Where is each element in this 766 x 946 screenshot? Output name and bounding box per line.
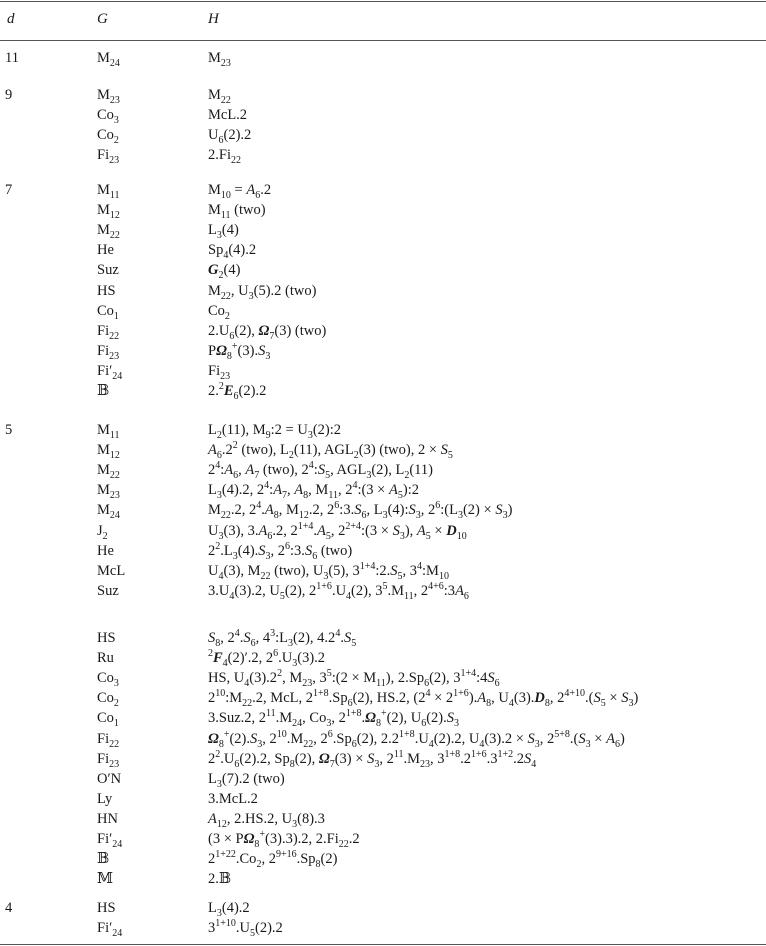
table-row <box>0 690 766 710</box>
degree-value: 4 <box>5 900 13 916</box>
table-row <box>0 50 766 70</box>
group-g-cell: 𝕄 <box>97 871 114 888</box>
group-g-cell: $Co_1$ <box>97 302 119 322</box>
column-header-h: H <box>208 11 219 27</box>
subgroup-h-cell: $L_3(4)$ <box>208 222 239 242</box>
table-row <box>0 710 766 730</box>
table-row <box>0 462 766 482</box>
group-g-cell: $Fi_{23}$ <box>97 147 120 167</box>
group-g-cell: $M_{12}$ <box>97 442 120 461</box>
column-header-d: d <box>7 11 15 27</box>
table-row <box>0 482 766 502</box>
group-g-cell: $M_{23}$ <box>97 482 120 502</box>
group-g-cell: Suz <box>97 582 119 599</box>
group-g-cell: HS <box>97 900 116 916</box>
table-row <box>0 422 766 442</box>
table-top-rule <box>0 1 766 2</box>
column-header-g: G <box>97 11 108 27</box>
degree-value: 9 <box>5 87 13 103</box>
group-g-cell: He <box>97 242 114 259</box>
table-row <box>0 107 766 127</box>
subgroup-h-cell: $2^{1+22}.Co_2$, $2^{9+16}.Sp_8(2)$ <box>208 849 338 870</box>
table-row <box>0 340 766 363</box>
subgroup-h-cell: $2^{10}:M_{22}.2$, McL, $2^{1+8}.Sp_6(2)$, HS.2, $(2^4 \times 2^{1+6}).A_8$, $U_4(3).D_8$, $2^{4+10}.(S_5 \times S_3)$ <box>208 688 639 710</box>
subgroup-h-cell: $2^4:A_6$, $A_7$ (two), $2^4:S_5$, $AGL_3(2)$, $L_2(11)$ <box>208 460 433 482</box>
subgroup-h-cell: $2^2.L_3(4).S_3$, $2^6:3.S_6$ (two) <box>208 540 353 562</box>
table-row <box>0 303 766 323</box>
subgroup-h-cell: HS, $U_4(3).2^2$, $M_{23}$, $3^5:(2 \times M_{11})$, $2.Sp_6(2)$, $3^{1+4}:4S_6$ <box>208 668 500 690</box>
table-row <box>0 502 766 522</box>
group-g-cell: Ru <box>97 650 114 667</box>
table-row <box>0 222 766 242</box>
table-row <box>0 182 766 202</box>
table-row <box>0 670 766 690</box>
table-row <box>0 540 766 563</box>
subgroup-h-cell: $M_{11}$ (two) <box>208 202 266 221</box>
subgroup-h-cell: $L_3(4).2$, $2^4:A_7$, $A_8$, $M_{11}$, $2^4:(3$ × $A_5):2$ <box>208 480 419 502</box>
group-g-cell: HS <box>97 282 116 299</box>
subgroup-h-cell: $M_{22}.2$, $2^4.A_8$, $M_{12}.2$, $2^6:3.S_6$, $L_3(4):S_3$, $2^6:(L_3(2) \times S_3)$ <box>208 500 513 522</box>
group-g-cell: $Fi_{23}$ <box>97 750 120 770</box>
group-g-cell: $Fi_{22}$ <box>97 730 120 750</box>
subgroup-h-cell: $3.U_4(3).2$, $U_5(2)$, $2^{1+6}.U_4(2)$, $3^5.M_{11}$, $2^{4+6}:3A_6$ <box>208 580 469 602</box>
subgroup-h-cell: $2.Fi_{22}$ <box>208 147 241 167</box>
subgroup-h-cell: $M_{10} = A_6.2$ <box>208 182 272 201</box>
subgroup-h-cell: $(3 \times P\Omega_8^+(3).3).2$, $2.Fi_{22}.2$ <box>208 829 360 850</box>
group-g-cell: $Fi'_{24}$ <box>97 831 123 850</box>
group-g-cell: HS <box>97 630 116 646</box>
group-g-cell: $M_{22}$ <box>97 222 120 242</box>
group-g-cell: $Co_1$ <box>97 710 119 730</box>
group-g-cell: $M_{24}$ <box>97 50 120 69</box>
group-g-cell: $M_{24}$ <box>97 502 120 522</box>
group-g-cell: $Fi_{23}$ <box>97 342 120 362</box>
table-row <box>0 127 766 147</box>
table-row <box>0 363 766 383</box>
table-row <box>0 442 766 462</box>
group-g-cell: $Fi'_{24}$ <box>97 920 123 939</box>
group-g-cell: $Co_2$ <box>97 127 119 147</box>
subgroup-h-cell: $U_3(3)$, $3.A_6.2$, $2^{1+4}.A_5$, $2^{2+4}:(3 \times S_3)$, $A_5 \times D_{10}$ <box>208 520 467 542</box>
subgroup-h-cell: $L_2(11)$, $M_9:2$ = $U_3(2):2$ <box>208 422 341 441</box>
subgroup-h-cell: $2.^2E_6(2).2$ <box>208 381 267 402</box>
group-g-cell: $Co_3$ <box>97 107 119 126</box>
table-row <box>0 650 766 670</box>
group-g-cell: HN <box>97 810 118 827</box>
group-g-cell: He <box>97 542 114 559</box>
group-g-cell: $M_{23}$ <box>97 87 120 106</box>
subgroup-h-cell: $Co_2$ <box>208 302 230 322</box>
table-row <box>0 871 766 891</box>
group-g-cell: $Co_3$ <box>97 670 119 690</box>
table-row <box>0 202 766 222</box>
table-row <box>0 771 766 791</box>
subgroup-h-cell: $L_3(7).2$ (two) <box>208 770 285 790</box>
table-bottom-rule <box>0 944 766 945</box>
group-g-cell: Suz <box>97 262 119 279</box>
header-rule <box>0 40 766 41</box>
group-g-cell: $Co_2$ <box>97 690 119 710</box>
subgroup-h-cell: $M_{22}$ <box>208 87 231 106</box>
table-row <box>0 283 766 303</box>
table-row <box>0 580 766 603</box>
group-g-cell: $M_{11}$ <box>97 422 120 441</box>
subgroup-h-cell: $A_6.2^2$ (two), $L_2(11)$, $AGL_2(3)$ (two), $2 \times S_5$ <box>208 440 453 461</box>
subgroup-h-cell: $\Omega_8^+(2).S_3$, $2^{10}.M_{22}$, $2^6.Sp_6(2)$, $2.2^{1+8}.U_4(2).2$, $U_4(3).2 \times S_3$, $2^{5+8}.(S_3 \times A_6)$ <box>208 728 625 750</box>
group-g-cell: $M_{22}$ <box>97 462 120 482</box>
subgroup-h-cell: McL.2 <box>208 107 248 124</box>
table-row <box>0 920 766 940</box>
subgroup-h-cell: $P\Omega_8^+(3).S_3$ <box>208 340 271 362</box>
table-row <box>0 87 766 107</box>
table-row <box>0 831 766 851</box>
subgroup-h-cell: $G_2(4)$ <box>208 262 241 282</box>
table-row <box>0 262 766 282</box>
group-g-cell: 𝔹 <box>97 383 110 399</box>
table-row <box>0 851 766 871</box>
group-g-cell: 𝔹 <box>97 851 110 868</box>
subgroup-h-cell: 2.𝔹 <box>208 871 232 888</box>
table-row <box>0 728 766 751</box>
degree-value: 5 <box>5 422 13 438</box>
table-row <box>0 811 766 831</box>
group-g-cell: McL <box>97 562 126 579</box>
group-g-cell: $J_2$ <box>97 522 108 542</box>
table-row <box>0 242 766 262</box>
subgroup-h-cell: $3^{1+10}.U_5(2).2$ <box>208 918 283 939</box>
group-g-cell: $M_{12}$ <box>97 202 120 221</box>
subgroup-h-cell: $L_3(4).2$ <box>208 900 250 919</box>
table-row <box>0 560 766 583</box>
subgroup-h-cell: $Fi_{23}$ <box>208 362 231 382</box>
subgroup-h-cell: $2.U_6(2)$, $\Omega_7(3)$ (two) <box>208 322 327 342</box>
degree-value: 11 <box>5 50 19 66</box>
group-g-cell: $M_{11}$ <box>97 182 120 201</box>
subgroup-h-cell: 3.Suz.2, $2^{11}.M_{24}$, $Co_3$, $2^{1+8}.\Omega_8^+(2)$, $U_6(2).S_3$ <box>208 708 460 730</box>
subgroup-h-cell: $S_8$, $2^4.S_6$, $4^3:L_3(2)$, $4.2^4.S_5$ <box>208 628 357 649</box>
degree-value: 7 <box>5 182 13 198</box>
subgroup-h-cell: 3.McL.2 <box>208 790 258 807</box>
table-row <box>0 748 766 771</box>
group-g-cell: $Fi_{22}$ <box>97 322 120 342</box>
subgroup-h-cell: $U_6(2).2$ <box>208 127 252 147</box>
subgroup-h-cell: $Sp_4(4).2$ <box>208 242 257 262</box>
subgroup-h-cell: $M_{23}$ <box>208 50 231 69</box>
subgroup-h-cell: $U_4(3)$, $M_{22}$ (two), $U_3(5)$, $3^{1+4}:2.S_5$, $3^4:M_{10}$ <box>208 560 449 582</box>
table-row <box>0 147 766 167</box>
table-row <box>0 630 766 650</box>
group-g-cell: $Fi'_{24}$ <box>97 362 123 382</box>
subgroup-h-cell: $A_{12}$, 2.HS.2, $U_3(8).3$ <box>208 810 325 830</box>
subgroup-h-cell: $2^2.U_6(2).2$, $Sp_8(2)$, $\Omega_7(3) \times S_3$, $2^{11}.M_{23}$, $3^{1+8}.2^{1+6}.3^{1+2}.2S_4$ <box>208 748 537 770</box>
table-row <box>0 323 766 343</box>
subgroup-h-cell: $^2F_4(2)'.2$, $2^6.U_3(3).2$ <box>208 648 326 669</box>
group-g-cell: O′N <box>97 770 122 787</box>
table-row <box>0 791 766 811</box>
table-row <box>0 900 766 920</box>
subgroup-h-cell: $M_{22}$, $U_3(5).2$ (two) <box>208 282 317 302</box>
group-g-cell: Ly <box>97 790 113 807</box>
table-row <box>0 383 766 403</box>
table-row <box>0 520 766 543</box>
